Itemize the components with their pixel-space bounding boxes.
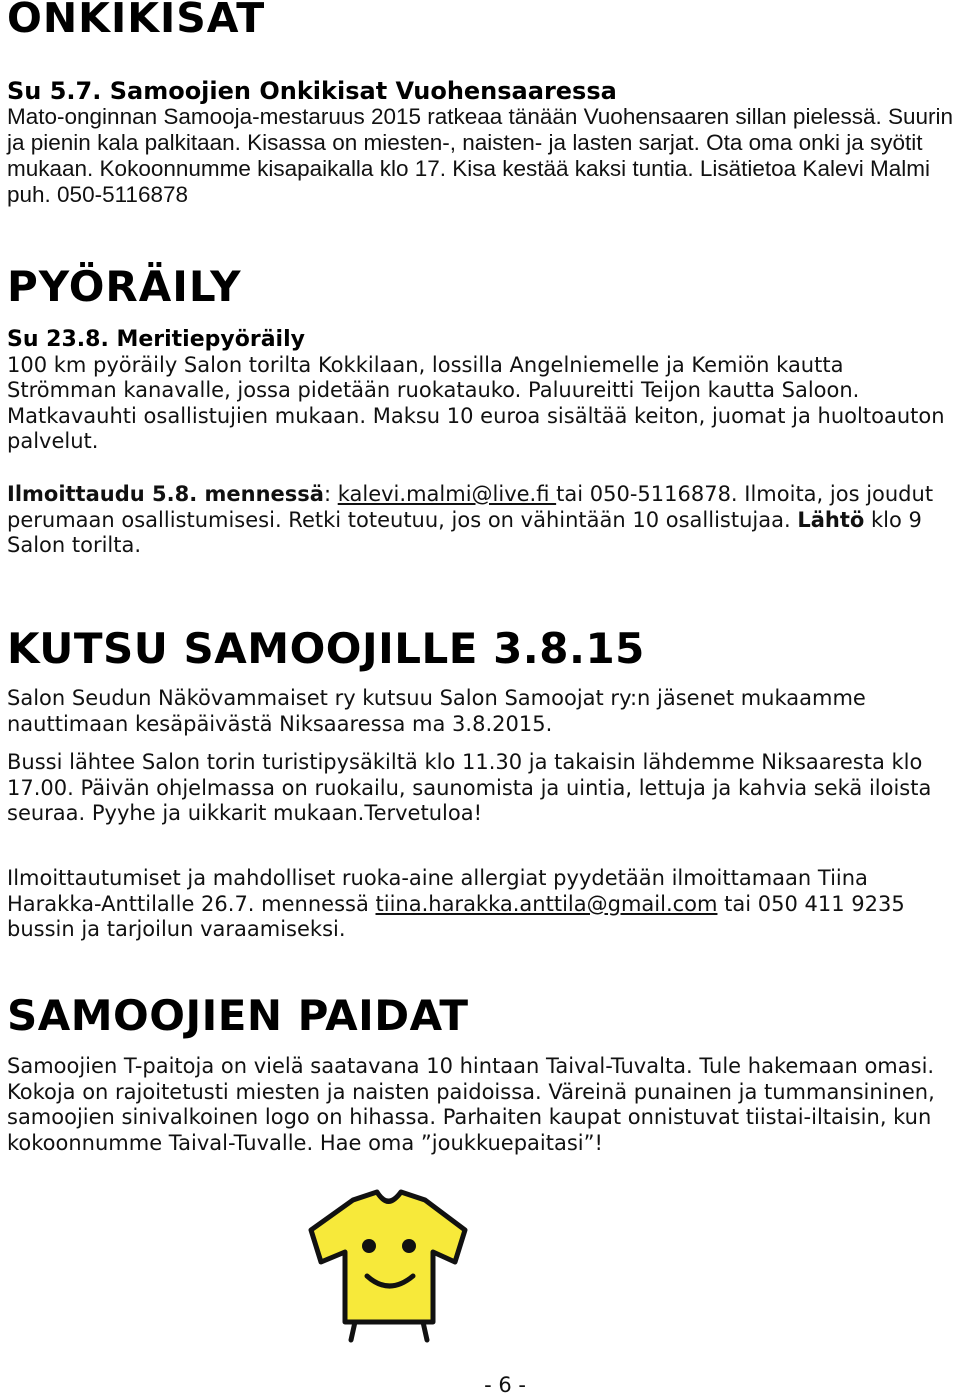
pyoraily-section [7,327,957,455]
signup-email-link[interactable]: kalevi.malmi@live.fi [337,482,557,506]
pyoraily-subheading: Su 23.8. Meritiepyöräily [7,327,305,352]
kutsu-para3-after: tai 050 411 9235 bussin ja tarjoilun varaamiseksi. [7,891,905,941]
signup-rest: tai 050-5116878. Ilmoita, jos joudut perumaan osallistumisesi. Retki toteutuu, jos on vähintään 10 osallistujaa. [7,482,934,532]
onkikisat-body: Mato-onginnan Samooja-mestaruus 2015 ratkeaa tänään Vuohensaaren sillan pielessä. Suurin ja pienin kala palkitaan. Kisassa on miesten-, naisten- ja lasten sarjat. Ota oma onki ja syötit mukaan. Kokoonnumme kisapaikalla klo 17. Kisa kestää kaksi tuntia. Lisätietoa Kalevi Malmi puh. 050-5116878 [7,104,954,207]
departure-rest: klo 9 Salon torilta. [7,507,922,557]
departure-label: Lähtö [797,507,865,532]
pyoraily-signup [7,482,957,559]
kutsu-para1: Salon Seudun Näkövammaiset ry kutsuu Salon Samoojat ry:n jäsenet mukaamme nauttimaan kesäpäivästä Niksaaressa ma 3.8.2015. [7,686,866,736]
page-number: - 6 - [484,1373,526,1397]
onkikisat-subheading: Su 5.7. Samoojien Onkikisat Vuohensaaressa [7,77,617,105]
kutsu-email-link[interactable]: tiina.harakka.anttila@gmail.com [375,891,718,916]
heading-paidat: SAMOOJIEN PAIDAT [7,991,469,1040]
kutsu-para3-before: Ilmoittautumiset ja mahdolliset ruoka-aine allergiat pyydetään ilmoittamaan Tiina Harakka-Anttilalle 26.7. mennessä [7,866,868,916]
heading-pyoraily: PYÖRÄILY [7,262,242,311]
kutsu-para3 [7,866,957,943]
heading-onkikisat: ONKIKISAT [7,0,266,42]
signup-colon: : [323,482,332,506]
kutsu-para2: Bussi lähtee Salon torin turistipysäkiltä klo 11.30 ja takaisin lähdemme Niksaaresta klo 17.00. Päivän ohjelmassa on ruokailu, saunomista ja uintia, lettuja ja kahvia sekä iloista seuraa. Pyyhe ja uikkarit mukaan.Tervetuloa! [7,750,932,825]
signup-label: Ilmoittaudu 5.8. mennessä [7,482,324,506]
pyoraily-body: 100 km pyöräily Salon torilta Kokkilaan, lossilla Angelniemelle ja Kemiön kautta Strömman kanavalle, jossa pidetään ruokatauko. Paluureitti Teijon kautta Saloon. Matkavauhti osallistujien mukaan. Maksu 10 euroa sisältää keiton, juomat ja huoltoauton palvelut. [7,352,945,453]
t-shirt-icon [305,1182,471,1344]
onkikisat-section [7,78,957,208]
paidat-body: Samoojien T-paitoja on vielä saatavana 10 hintaan Taival-Tuvalta. Tule hakemaan omasi. Kokoja on rajoitetusti miesten ja naisten paidoissa. Väreinä punainen ja tummansininen, samoojien sinivalkoinen logo on hihassa. Parhaiten kaupat onnistuvat tiistai-iltaisin, kun kokoonnumme Taival-Tuvalle. Hae oma ”joukkuepaitasi”! [7,1054,935,1155]
heading-kutsu: KUTSU SAMOOJILLE 3.8.15 [7,624,645,673]
